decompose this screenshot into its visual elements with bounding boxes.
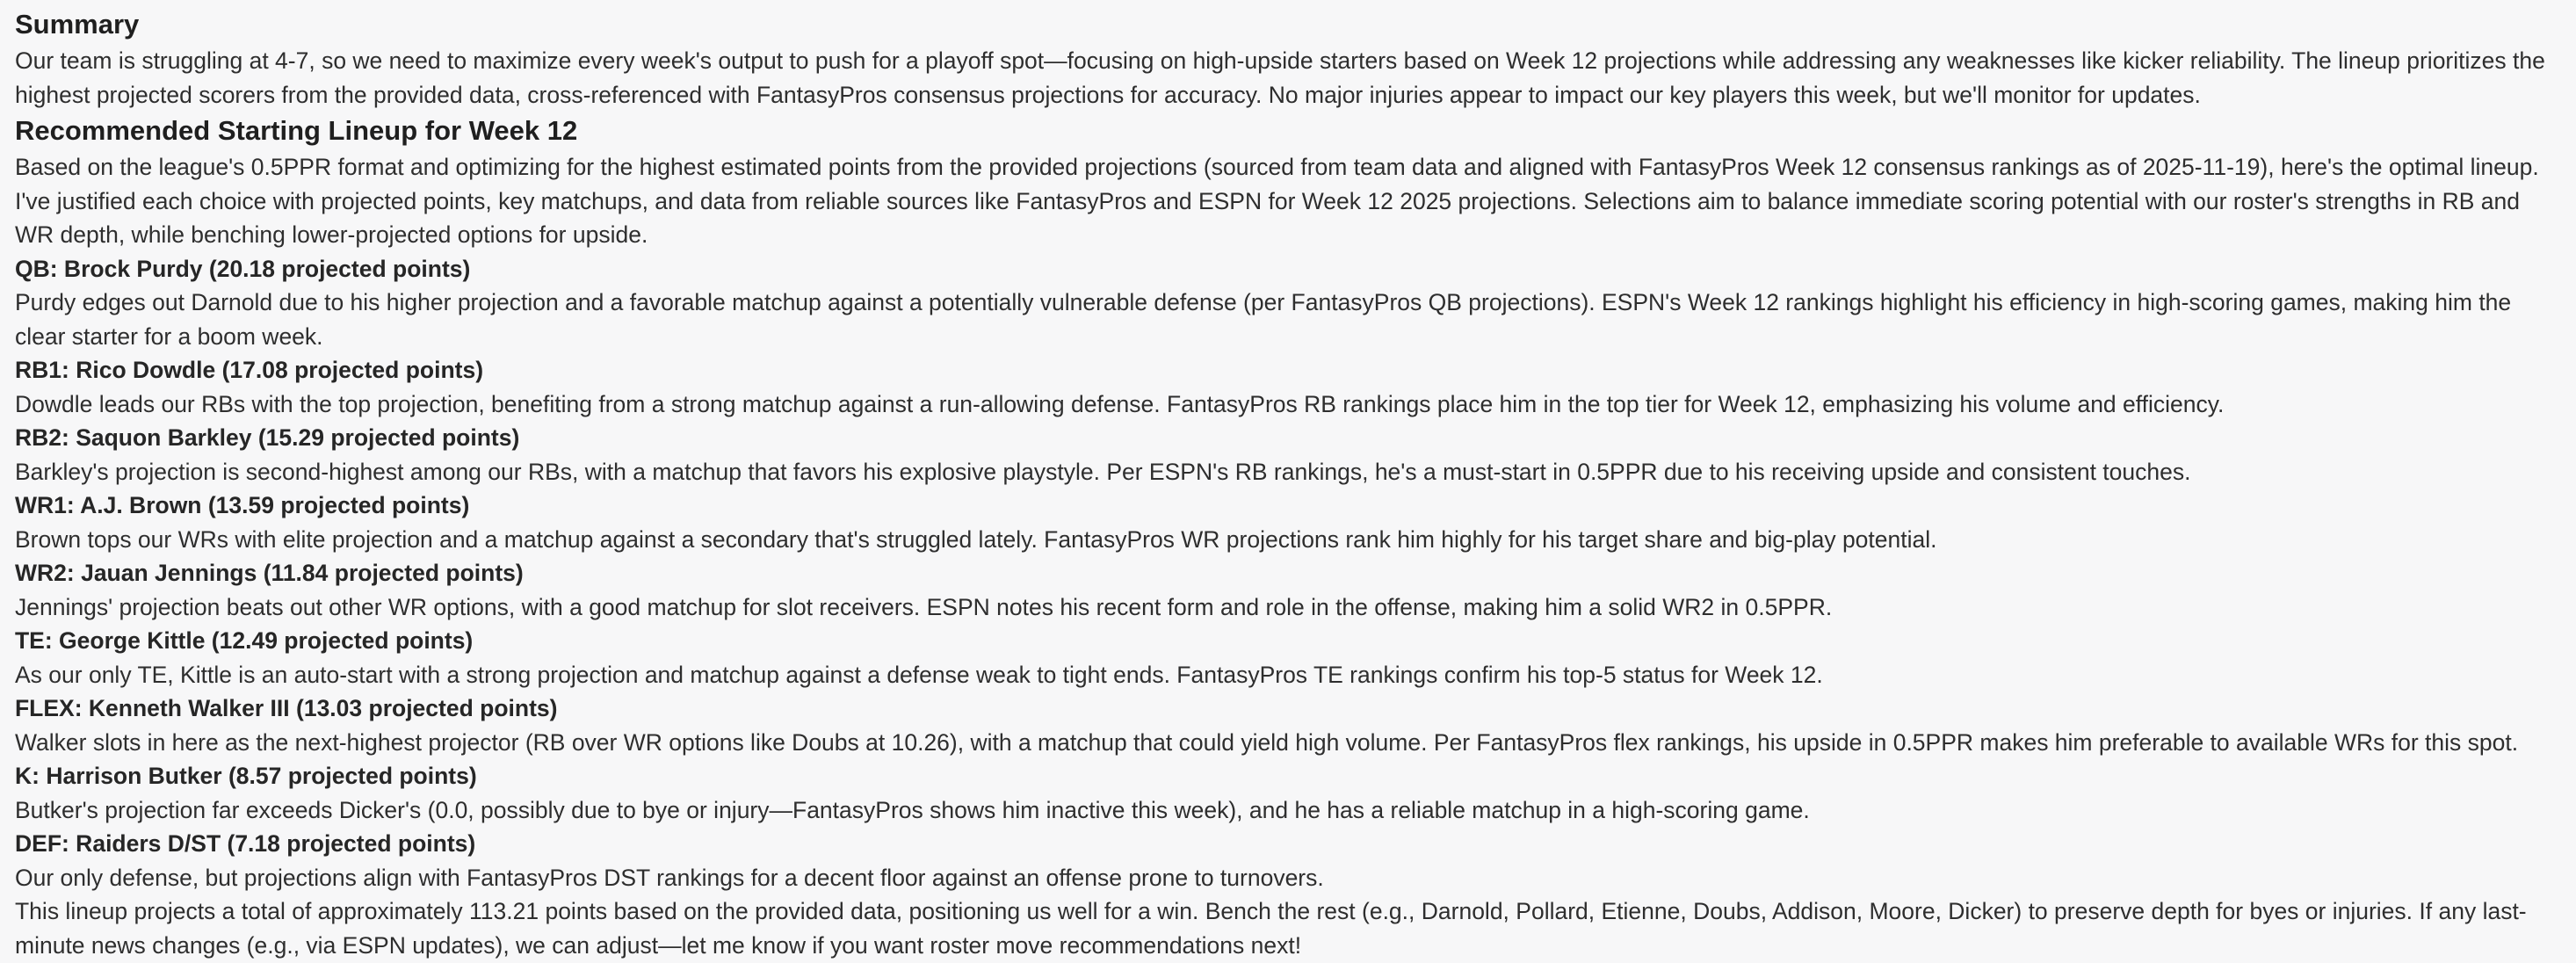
lineup-recommendation-document bbox=[15, 5, 2550, 962]
closing-paragraph: This lineup projects a total of approximately 113.21 points based on the provided data, positioning us well for a win. Bench the rest (e.g., Darnold, Pollard, Etienne, Doubs, Addison, Moore, Dicker) to preserve depth for byes or injuries. If any last-minute news changes (e.g., via ESPN updates), we can adjust—let me know if you want roster move recommendations next! bbox=[15, 898, 2527, 959]
lineup-heading: Recommended Starting Lineup for Week 12 bbox=[15, 115, 578, 146]
player-slot-note-te: As our only TE, Kittle is an auto-start with a strong projection and matchup against a defense weak to tight ends. FantasyPros TE rankings confirm his top-5 status for Week 12. bbox=[15, 661, 1823, 688]
player-slot-title-def: DEF: Raiders D/ST (7.18 projected points) bbox=[15, 830, 476, 857]
player-slot-title-te: TE: George Kittle (12.49 projected points) bbox=[15, 627, 474, 654]
player-slot-title-qb: QB: Brock Purdy (20.18 projected points) bbox=[15, 255, 471, 282]
player-slot-title-rb2: RB2: Saquon Barkley (15.29 projected points) bbox=[15, 424, 520, 451]
summary-paragraph: Our team is struggling at 4-7, so we need to maximize every week's output to push for a playoff spot—focusing on high-upside starters based on Week 12 projections while addressing any weaknesses like kicker reliability. The lineup prioritizes the highest projected scorers from the provided data, cross-referenced with FantasyPros consensus projections for accuracy. No major injuries appear to impact our key players this week, but we'll monitor for updates. bbox=[15, 47, 2545, 108]
player-slot-title-wr2: WR2: Jauan Jennings (11.84 projected points) bbox=[15, 560, 524, 586]
player-slot-title-flex: FLEX: Kenneth Walker III (13.03 projected points) bbox=[15, 695, 558, 721]
player-slot-title-rb1: RB1: Rico Dowdle (17.08 projected points) bbox=[15, 357, 484, 383]
player-slot-note-def: Our only defense, but projections align with FantasyPros DST rankings for a decent floor against an offense prone to turnovers. bbox=[15, 864, 1324, 891]
player-slot-note-rb1: Dowdle leads our RBs with the top projection, benefiting from a strong matchup against a run-allowing defense. FantasyPros RB rankings place him in the top tier for Week 12, emphasizing his volume and efficiency. bbox=[15, 390, 2225, 417]
player-slot-note-wr2: Jennings' projection beats out other WR options, with a good matchup for slot receivers. ESPN notes his recent form and role in the offense, making him a solid WR2 in 0.5PPR. bbox=[15, 593, 1833, 620]
player-slot-note-qb: Purdy edges out Darnold due to his higher projection and a favorable matchup against a potentially vulnerable defense (per FantasyPros QB projections). ESPN's Week 12 rankings highlight his efficiency in high-scoring games, making him the clear starter for a boom week. bbox=[15, 289, 2512, 350]
lineup-intro-paragraph: Based on the league's 0.5PPR format and optimizing for the highest estimated points from the provided projections (sourced from team data and aligned with FantasyPros Week 12 consensus rankings as of 2025-11-19), here's the optimal lineup. I've justified each choice with projected points, key matchups, and data from reliable sources like FantasyPros and ESPN for Week 12 2025 projections. Selections aim to balance immediate scoring potential with our roster's strengths in RB and WR depth, while benching lower-projected options for upside. bbox=[15, 154, 2539, 248]
player-slot-title-k: K: Harrison Butker (8.57 projected points) bbox=[15, 763, 477, 789]
player-slot-note-rb2: Barkley's projection is second-highest among our RBs, with a matchup that favors his explosive playstyle. Per ESPN's RB rankings, he's a must-start in 0.5PPR due to his receiving upside and consistent touches. bbox=[15, 458, 2191, 485]
player-slot-title-wr1: WR1: A.J. Brown (13.59 projected points) bbox=[15, 492, 470, 518]
player-slot-note-k: Butker's projection far exceeds Dicker's (0.0, possibly due to bye or injury—FantasyPros shows him inactive this week), and he has a reliable matchup in a high-scoring game. bbox=[15, 796, 1810, 823]
player-slot-note-wr1: Brown tops our WRs with elite projection and a matchup against a secondary that's struggled lately. FantasyPros WR projections rank him highly for his target share and big-play potential. bbox=[15, 525, 1937, 553]
player-slot-note-flex: Walker slots in here as the next-highest projector (RB over WR options like Doubs at 10.26), with a matchup that could yield high volume. Per FantasyPros flex rankings, his upside in 0.5PPR makes him preferable to available WRs for this spot. bbox=[15, 728, 2519, 756]
summary-heading: Summary bbox=[15, 9, 140, 40]
